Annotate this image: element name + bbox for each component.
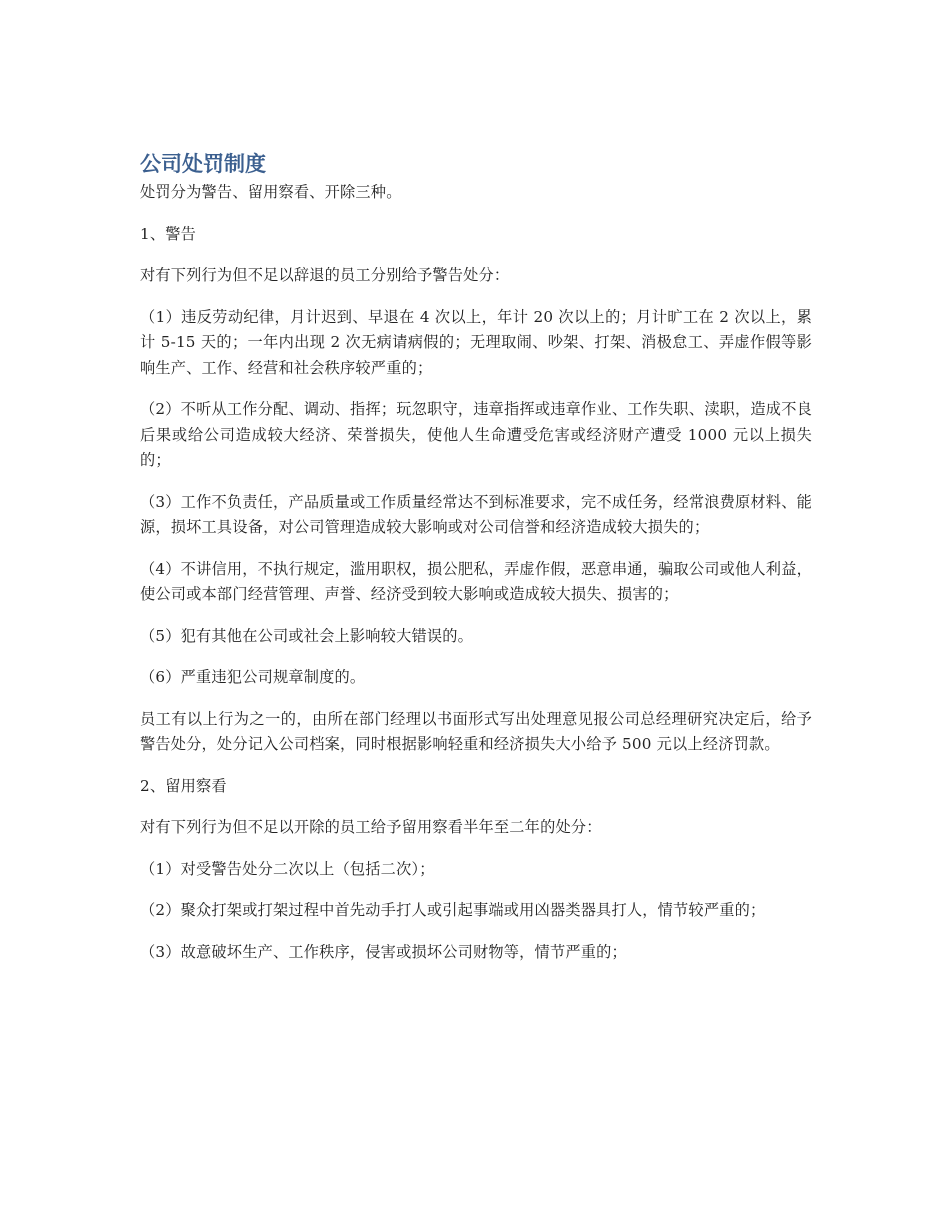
- document-page: [140, 150, 812, 981]
- intro-paragraph: 处罚分为警告、留用察看、开除三种。: [140, 183, 402, 201]
- warning-item-6: （6）严重违犯公司规章制度的。: [140, 668, 366, 686]
- probation-item-2: （2）聚众打架或打架过程中首先动手打人或引起事端或用凶器类器具打人，情节较严重的；: [140, 901, 766, 919]
- warning-intro-paragraph: 对有下列行为但不足以辞退的员工分别给予警告处分：: [140, 266, 510, 284]
- section-heading-warning: 1、警告: [140, 224, 197, 243]
- section-heading-probation: 2、留用察看: [140, 776, 227, 795]
- warning-item-3: （3）工作不负责任，产品质量或工作质量经常达不到标准要求，完不成任务，经常浪费原材料、能源，损坏工具设备，对公司管理造成较大影响或对公司信誉和经济造成较大损失的；: [140, 492, 812, 536]
- document-title: 公司处罚制度: [140, 152, 266, 176]
- probation-item-1: （1）对受警告处分二次以上（包括二次）；: [140, 859, 435, 878]
- warning-item-5: （5）犯有其他在公司或社会上影响较大错误的。: [140, 626, 474, 645]
- probation-item-3: （3）故意破坏生产、工作秩序，侵害或损坏公司财物等，情节严重的；: [140, 942, 627, 961]
- warning-item-1: （1）违反劳动纪律，月计迟到、早退在 4 次以上，年计 20 次以上的；月计旷工在 2 次以上，累计 5-15 天的；一年内出现 2 次无病请病假的；无理取闹、吵架、打架、消极怠工、弄虚作假等影响生产、工作、经营和社会秩序较严重的；: [140, 307, 812, 377]
- warning-item-4: （4）不讲信用，不执行规定，滥用职权，损公肥私，弄虚作假，恶意串通，骗取公司或他人利益，使公司或本部门经营管理、声誉、经济受到较大影响或造成较大损失、损害的；: [140, 559, 812, 603]
- warning-item-2: （2）不听从工作分配、调动、指挥；玩忽职守，违章指挥或违章作业、工作失职、渎职，造成不良后果或给公司造成较大经济、荣誉损失，使他人生命遭受危害或经济财产遭受 1000 元以上损失的；: [140, 400, 812, 469]
- warning-conclusion-paragraph: 员工有以上行为之一的，由所在部门经理以书面形式写出处理意见报公司总经理研究决定后，给予警告处分，处分记入公司档案，同时根据影响轻重和经济损失大小给予 500 元以上经济罚款。: [140, 709, 812, 753]
- probation-intro-paragraph: 对有下列行为但不足以开除的员工给予留用察看半年至二年的处分：: [140, 818, 602, 836]
